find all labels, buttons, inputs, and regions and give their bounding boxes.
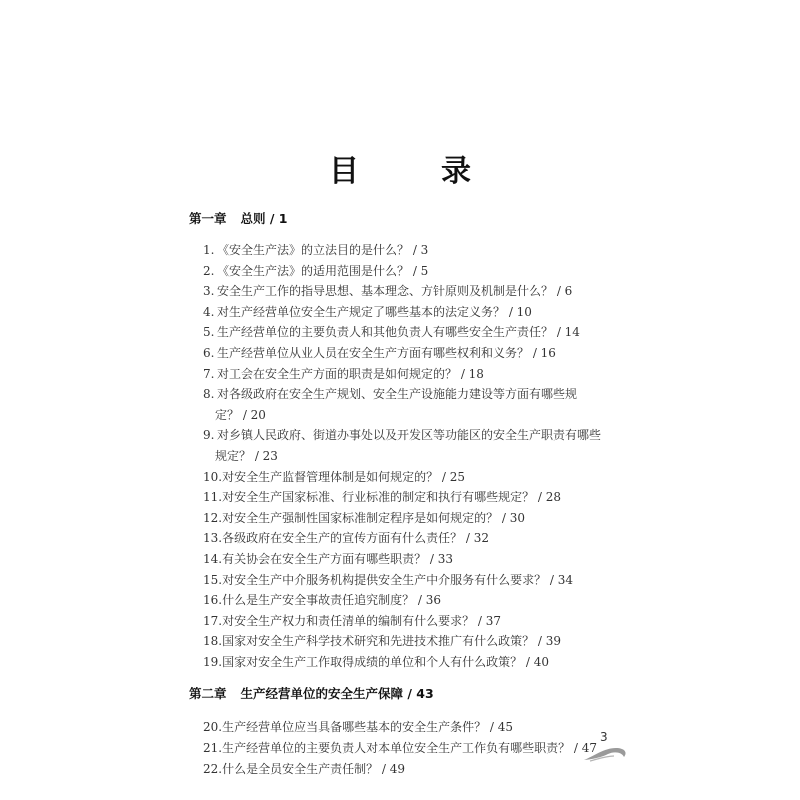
toc-item-16[interactable]: 16.什么是生产安全事故责任追究制度？ / 36 [203,593,442,608]
toc-item-21[interactable]: 21.生产经营单位的主要负责人对本单位安全生产工作负有哪些职责？ / 47 [203,741,598,756]
toc-item-1[interactable]: 1. 《安全生产法》的立法目的是什么？ / 3 [203,243,429,257]
toc-item-12[interactable]: 12.对安全生产强制性国家标准制定程序是如何规定的？ / 30 [203,510,526,525]
toc-item-6[interactable]: 6. 生产经营单位从业人员在安全生产方面有哪些权利和义务？ / 16 [203,345,556,360]
toc-item-11[interactable]: 11.对安全生产国家标准、行业标准的制定和执行有哪些规定？ / 28 [203,490,562,505]
toc-item-2[interactable]: 2. 《安全生产法》的适用范围是什么？ / 5 [203,263,429,278]
toc-item-20[interactable]: 20.生产经营单位应当具备哪些基本的安全生产条件？ / 45 [203,720,514,735]
title-char-1: 目 [329,154,359,189]
toc-item-18[interactable]: 18.国家对安全生产科学技术研究和先进技术推广有什么政策？ / 39 [203,634,562,649]
toc-item-9[interactable]: 9. 对乡镇人民政府、街道办事处以及开发区等功能区的安全生产职责有哪些 规定？ / 23 [203,428,602,463]
toc-item-15[interactable]: 15.对安全生产中介服务机构提供安全生产中介服务有什么要求？ / 34 [203,572,574,587]
page-number: 3 [600,730,608,744]
page-title [0,146,800,190]
toc-item-10[interactable]: 10.对安全生产监督管理体制是如何规定的？ / 25 [203,469,466,484]
toc-item-3[interactable]: 3. 安全生产工作的指导思想、基本理念、方针原则及机制是什么？ / 6 [203,284,573,299]
table-of-contents [189,208,649,779]
chapter-label: 第二章 [189,686,227,702]
toc-item-7[interactable]: 7. 对工会在安全生产方面的职责是如何规定的？ / 18 [203,366,484,381]
toc-item-17[interactable]: 17.对安全生产权力和责任清单的编制有什么要求？ / 37 [203,613,502,628]
toc-item-14[interactable]: 14.有关协会在安全生产方面有哪些职责？ / 33 [203,551,454,566]
toc-item-4[interactable]: 4. 对生产经营单位安全生产规定了哪些基本的法定义务？ / 10 [203,304,532,319]
toc-item-8[interactable]: 8. 对各级政府在安全生产规划、安全生产设施能力建设等方面有哪些规 定？ / 20 [203,387,578,422]
wave-icon [582,744,630,764]
page-footer [582,730,642,770]
toc-item-13[interactable]: 13.各级政府在安全生产的宣传方面有什么责任？ / 32 [203,531,490,546]
chapter-name: 总则 / 1 [240,211,288,226]
toc-item-19[interactable]: 19.国家对安全生产工作取得成绩的单位和个人有什么政策？ / 40 [203,654,550,669]
chapter-name: 生产经营单位的安全生产保障 / 43 [240,686,434,702]
title-char-2: 录 [441,154,471,189]
toc-item-22[interactable]: 22.什么是全员安全生产责任制？ / 49 [203,761,406,776]
chapter-label: 第一章 [189,211,227,226]
chapter-heading-2[interactable] [189,683,649,704]
toc-item-5[interactable]: 5. 生产经营单位的主要负责人和其他负责人有哪些安全生产责任？ / 14 [203,325,580,340]
chapter-heading-1[interactable] [189,208,649,229]
